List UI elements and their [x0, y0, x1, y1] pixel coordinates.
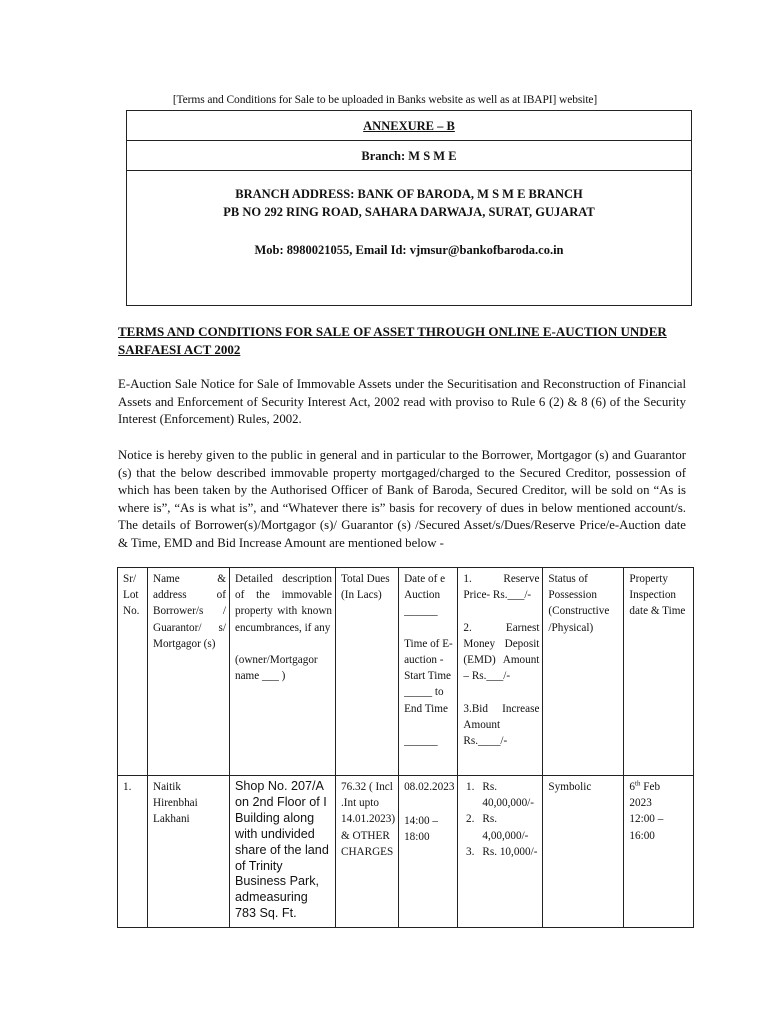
sale-notice-paragraph: E-Auction Sale Notice for Sale of Immovable Assets under the Securitisation and Reconstruction of Financial Assets and Enforcement of Security Interest Act, 2002 read with proviso to Rule 6 (2) & 8 (6) of the Security Interest (Enforcement) Rules, 2002. [118, 377, 686, 427]
row-auction-date [399, 776, 458, 928]
branch-name: Branch: M S M E [127, 141, 691, 171]
public-notice-paragraph: Notice is hereby given to the public in general and in particular to the Borrower, Mortgagor (s) and Guarantor (s) that the below described immovable property mortgaged/charged to the Secured Creditor, possession of which has been taken by the Authorised Officer of Bank of Baroda, Secured Creditor, will be sold on “As is where is”, “As is what is”, and “Whatever there is” basis for recovery of dues in below mentioned account/s. The details of Borrower(s)/Mortgagor (s)/ Guarantor (s) /Secured Asset/s/Dues/Reserve Price/e-Auction date & Time, EMD and Bid Increase Amount are mentioned below - [118, 448, 686, 550]
price-item-amount: Rs. 10,000/- [482, 845, 538, 858]
price-list-item [460, 779, 539, 811]
table-header-row [118, 568, 694, 776]
row-inspection [624, 776, 694, 928]
branch-address [127, 185, 691, 221]
branch-contact: Mob: 8980021055, Email Id: vjmsur@bankofbaroda.co.in [254, 243, 564, 257]
header-price-emd: 1. Reserve Price- Rs.___/- 2. Earnest Money Deposit (EMD) Amount – Rs.___/- 3.Bid Increase Amount Rs.____/- [458, 568, 543, 776]
header-auction-date: Date of e Auction ______ Time of E-auction - Start Time _____ to End Time ______ [399, 568, 458, 776]
price-item-number: 2. [466, 813, 475, 826]
header-description: Detailed description of the immovable property with known encumbrances, if any (owner/Mortgagor name ___ ) [230, 568, 336, 776]
inspection-date: 6th Feb [629, 779, 661, 793]
price-item-number: 1. [466, 781, 475, 793]
row-total-dues: 76.32 ( Incl .Int upto 14.01.2023) & OTHER CHARGES [336, 776, 399, 928]
address-line-1: BRANCH ADDRESS: BANK OF BARODA, M S M E BRANCH [235, 187, 583, 201]
header-possession-status: Status of Possession (Constructive /Physical) [543, 568, 624, 776]
auction-details-table [117, 567, 694, 928]
price-list-item [460, 811, 539, 843]
table-row [118, 776, 694, 928]
price-item-amount: Rs. 4,00,000/- [482, 813, 529, 842]
price-list-item [460, 844, 539, 860]
auction-date: 08.02.2023 [404, 781, 455, 793]
auction-time: 14:00 – 18:00 [404, 815, 438, 844]
row-borrower-name: Naitik Hirenbhai Lakhani [148, 776, 230, 928]
address-line-2: PB NO 292 RING ROAD, SAHARA DARWAJA, SURAT, GUJARAT [223, 205, 595, 219]
header-borrower: Name & address of Borrower/s / Guarantor/ s/ Mortgagor (s) [148, 568, 230, 776]
row-price-list [458, 776, 543, 928]
header-sr-lot: Sr/ Lot No. [118, 568, 148, 776]
price-item-number: 3. [466, 845, 475, 858]
row-sr: 1. [118, 776, 148, 928]
row-property-description: Shop No. 207/A on 2nd Floor of I Building along with undivided share of the land of Trinity Business Park, admeasuring 783 Sq. Ft. [230, 776, 336, 928]
upload-note: [Terms and Conditions for Sale to be uploaded in Banks website as well as at IBAPI] website] [172, 94, 598, 106]
annexure-heading: ANNEXURE – B [127, 111, 691, 141]
inspection-time: 2023 12:00 – 16:00 [629, 797, 664, 842]
price-item-amount: Rs. 40,00,000/- [482, 781, 535, 810]
header-inspection: Property Inspection date & Time [624, 568, 694, 776]
header-total-dues: Total Dues (In Lacs) [336, 568, 399, 776]
row-possession-status: Symbolic [543, 776, 624, 928]
document-title: TERMS AND CONDITIONS FOR SALE OF ASSET THROUGH ONLINE E-AUCTION UNDER SARFAESI ACT 2002 [118, 324, 667, 357]
branch-header-box [126, 110, 692, 306]
